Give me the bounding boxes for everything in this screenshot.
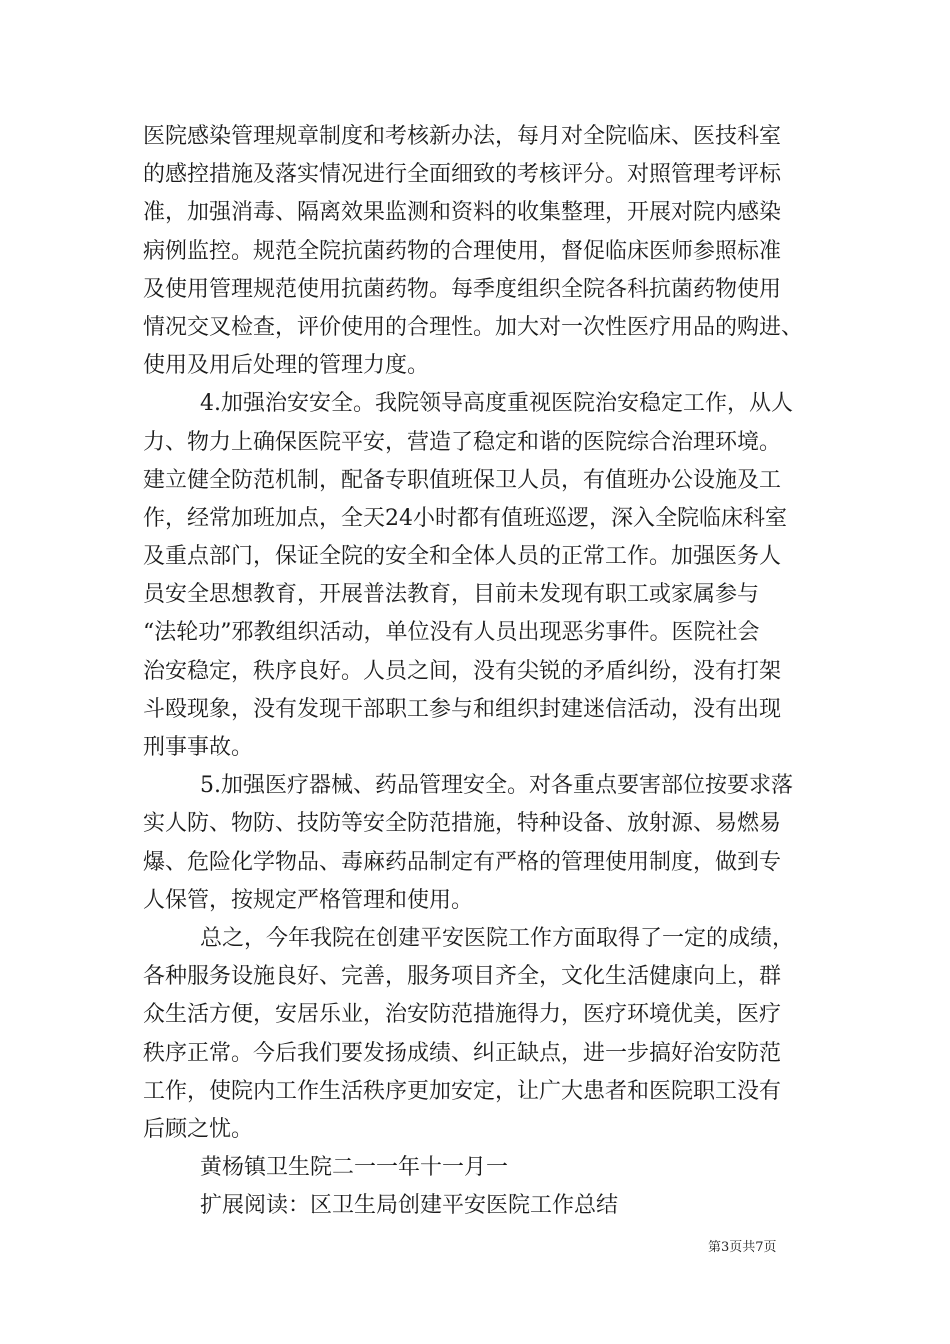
text-line: 后顾之忧。 xyxy=(143,1116,254,1142)
text-line: “法轮功”邪教组织活动，单位没有人员出现恶劣事件。医院社会 xyxy=(143,620,760,646)
text-line: 工作，使院内工作生活秩序更加安定，让广大患者和医院职工没有 xyxy=(143,1078,782,1104)
text-line: 员安全思想教育，开展普法教育，目前未发现有职工或家属参与 xyxy=(143,582,760,608)
text-line: 医院感染管理规章制度和考核新办法，每月对全院临床、医技科室 xyxy=(143,124,782,149)
text-line: 力、物力上确保医院平安，营造了稳定和谐的医院综合治理环境。 xyxy=(143,429,782,455)
text-line: 建立健全防范机制，配备专职值班保卫人员，有值班办公设施及工 xyxy=(143,467,782,493)
text-line: 爆、危险化学物品、毒麻药品制定有严格的管理使用制度，做到专 xyxy=(143,849,782,875)
text-line: 的感控措施及落实情况进行全面细致的考核评分。对照管理考评标 xyxy=(143,162,782,188)
text-line: 准，加强消毒、隔离效果监测和资料的收集整理，开展对院内感染 xyxy=(143,200,782,226)
text-line: 秩序正常。今后我们要发扬成绩、纠正缺点，进一步搞好治安防范 xyxy=(143,1040,782,1066)
text-line: 治安稳定，秩序良好。人员之间，没有尖锐的矛盾纠纷，没有打架 xyxy=(143,658,782,684)
text-line: 及使用管理规范使用抗菌药物。每季度组织全院各科抗菌药物使用 xyxy=(143,276,782,302)
page-number: 第3页共7页 xyxy=(708,1240,777,1255)
text-line: 病例监控。规范全院抗菌药物的合理使用，督促临床医师参照标准 xyxy=(143,238,782,264)
text-line: 5.加强医疗器械、药品管理安全。对各重点要害部位按要求落 xyxy=(200,773,793,799)
text-line: 总之，今年我院在创建平安医院工作方面取得了一定的成绩， xyxy=(200,925,795,951)
text-line: 众生活方便，安居乐业，治安防范措施得力，医疗环境优美，医疗 xyxy=(143,1002,782,1028)
text-line: 刑事事故。 xyxy=(143,735,254,760)
text-line: 各种服务设施良好、完善，服务项目齐全，文化生活健康向上，群 xyxy=(143,964,782,990)
text-line: 及重点部门，保证全院的安全和全体人员的正常工作。加强医务人 xyxy=(143,544,782,570)
text-line: 黄杨镇卫生院二一一年十一月一 xyxy=(200,1155,509,1181)
text-line: 4.加强治安安全。我院领导高度重视医院治安稳定工作，从人 xyxy=(200,391,793,417)
text-line: 人保管，按规定严格管理和使用。 xyxy=(143,887,474,913)
text-line: 实人防、物防、技防等安全防范措施，特种设备、放射源、易燃易 xyxy=(143,811,782,837)
text-line: 斗殴现象，没有发现干部职工参与和组织封建迷信活动，没有出现 xyxy=(143,696,782,722)
text-line: 使用及用后处理的管理力度。 xyxy=(143,353,430,379)
document-body xyxy=(143,118,813,1225)
text-line: 扩展阅读：区卫生局创建平安医院工作总结 xyxy=(200,1193,619,1219)
text-line: 作，经常加班加点，全天24小时都有值班巡逻，深入全院临床科室 xyxy=(143,505,787,531)
text-line: 情况交叉检查，评价使用的合理性。加大对一次性医疗用品的购进、 xyxy=(143,314,804,340)
